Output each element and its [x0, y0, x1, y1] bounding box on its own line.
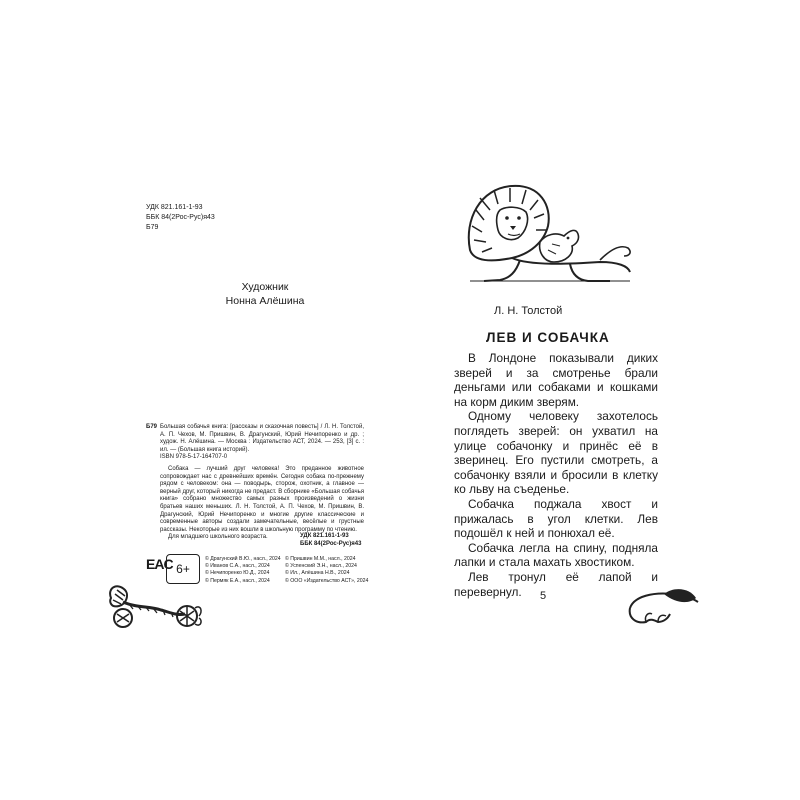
udk-line: УДК 821.161-1-93 [146, 204, 203, 211]
author-mark: Б79 [146, 224, 159, 231]
isbn: ISBN 978-5-17-164707-0 [160, 454, 228, 461]
copyright-line: © Пермяк Е.А., насл., 2024 [205, 577, 270, 584]
udk-bottom-line: УДК 821.161-1-93 [300, 533, 349, 539]
story-author: Л. Н. Толстой [494, 305, 563, 317]
biblio-code: Б79 [146, 424, 157, 430]
copyright-line: © Нечипоренко Ю.Д., 2024 [205, 570, 270, 577]
age-note: Для младшего школьного возраста. [168, 534, 268, 541]
annotation: Собака — лучший друг человека! Это преданное животное сопровождает нас с древнейших времён. Сегодня собака по-прежнему рядом с человеком: она — поводырь, сторож, охотник, а главное — верный друг, который никогда не предаст. В сборнике «Большая собачья книга» собрано множество самых разных произведений о жизни братьев наших меньших. Л. Н. Толстой, А. П. Чехов, М. Пришвин, В. Драгунский, Юрий Нечипоренко и многие другие классические и современные авторы создали замечательные, весёлые и грустные рассказы. Некоторые из них вошли в школьную программу по чтению. [160, 465, 364, 533]
age-rating-badge: 6+ [166, 554, 200, 584]
story-paragraph: Собачка легла на спину, подняла лапки и стала махать хвостиком. [454, 540, 658, 570]
copyrights-left [205, 556, 281, 585]
eac-mark: EAC [146, 556, 173, 572]
bbk-line: ББК 84(2Рос-Рус)я43 [146, 214, 215, 221]
artist-name: Нонна Алёшина [225, 295, 305, 307]
story-title: ЛЕВ И СОБАЧКА [486, 330, 610, 345]
artist-credit [200, 280, 330, 308]
lion-and-dog-illustration [460, 180, 635, 288]
story-text [454, 351, 658, 599]
bbk-bottom-line: ББК 84(2Рос-Рус)я43 [300, 540, 362, 547]
biblio-description: Большая собачья книга: [рассказы и сказочная повесть] / Л. Н. Толстой, А. П. Чехов, М. Пришвин, В. Драгунский, Юрий Нечипоренко и др. ; худож. Н. Алёшина. — Москва : Издательство АСТ, 2024. — 253, [3] с. : ил. — (Большая книга историй). [160, 424, 364, 453]
story-paragraph: Одному человеку захотелось поглядеть зверей: он ухватил на улице собачонку и принёс её в зверинец. Его пустили смотреть, а собачонку взяли и бросили в клетку ко льву на съеденье. [454, 409, 658, 497]
copyright-line: © Успенский Э.Н., насл., 2024 [285, 563, 357, 570]
story-paragraph: Собачка поджала хвост и прижалась в угол клетки. Лев подошёл к ней и понюхал её. [454, 496, 658, 541]
story-paragraph: В Лондоне показывали диких зверей и за смотренье брали деньгами или собаками и кошками на корм диким зверям. [454, 351, 658, 409]
copyright-line: © Иванов С.А., насл., 2024 [205, 563, 270, 570]
copyright-line: © Драгунский В.Ю., насл., 2024 [205, 556, 281, 562]
copyrights-right [285, 556, 368, 585]
rope-toy-illustration [103, 578, 203, 634]
story-paragraph: Лев тронул её лапой и перевернул. [454, 569, 658, 599]
artist-label: Художник [241, 281, 289, 293]
paw-illustration [624, 578, 704, 628]
udk-bottom [300, 533, 361, 548]
copyright-line: © ООО «Издательство АСТ», 2024 [285, 577, 369, 584]
bibliographic-record [146, 424, 364, 542]
copyright-line: © Ил., Алёшина Н.В., 2024 [285, 570, 350, 577]
page-number: 5 [540, 590, 547, 602]
copyright-line: © Пришвин М.М., насл., 2024 [285, 556, 356, 562]
udk-block [146, 203, 215, 233]
right-page [400, 0, 800, 800]
